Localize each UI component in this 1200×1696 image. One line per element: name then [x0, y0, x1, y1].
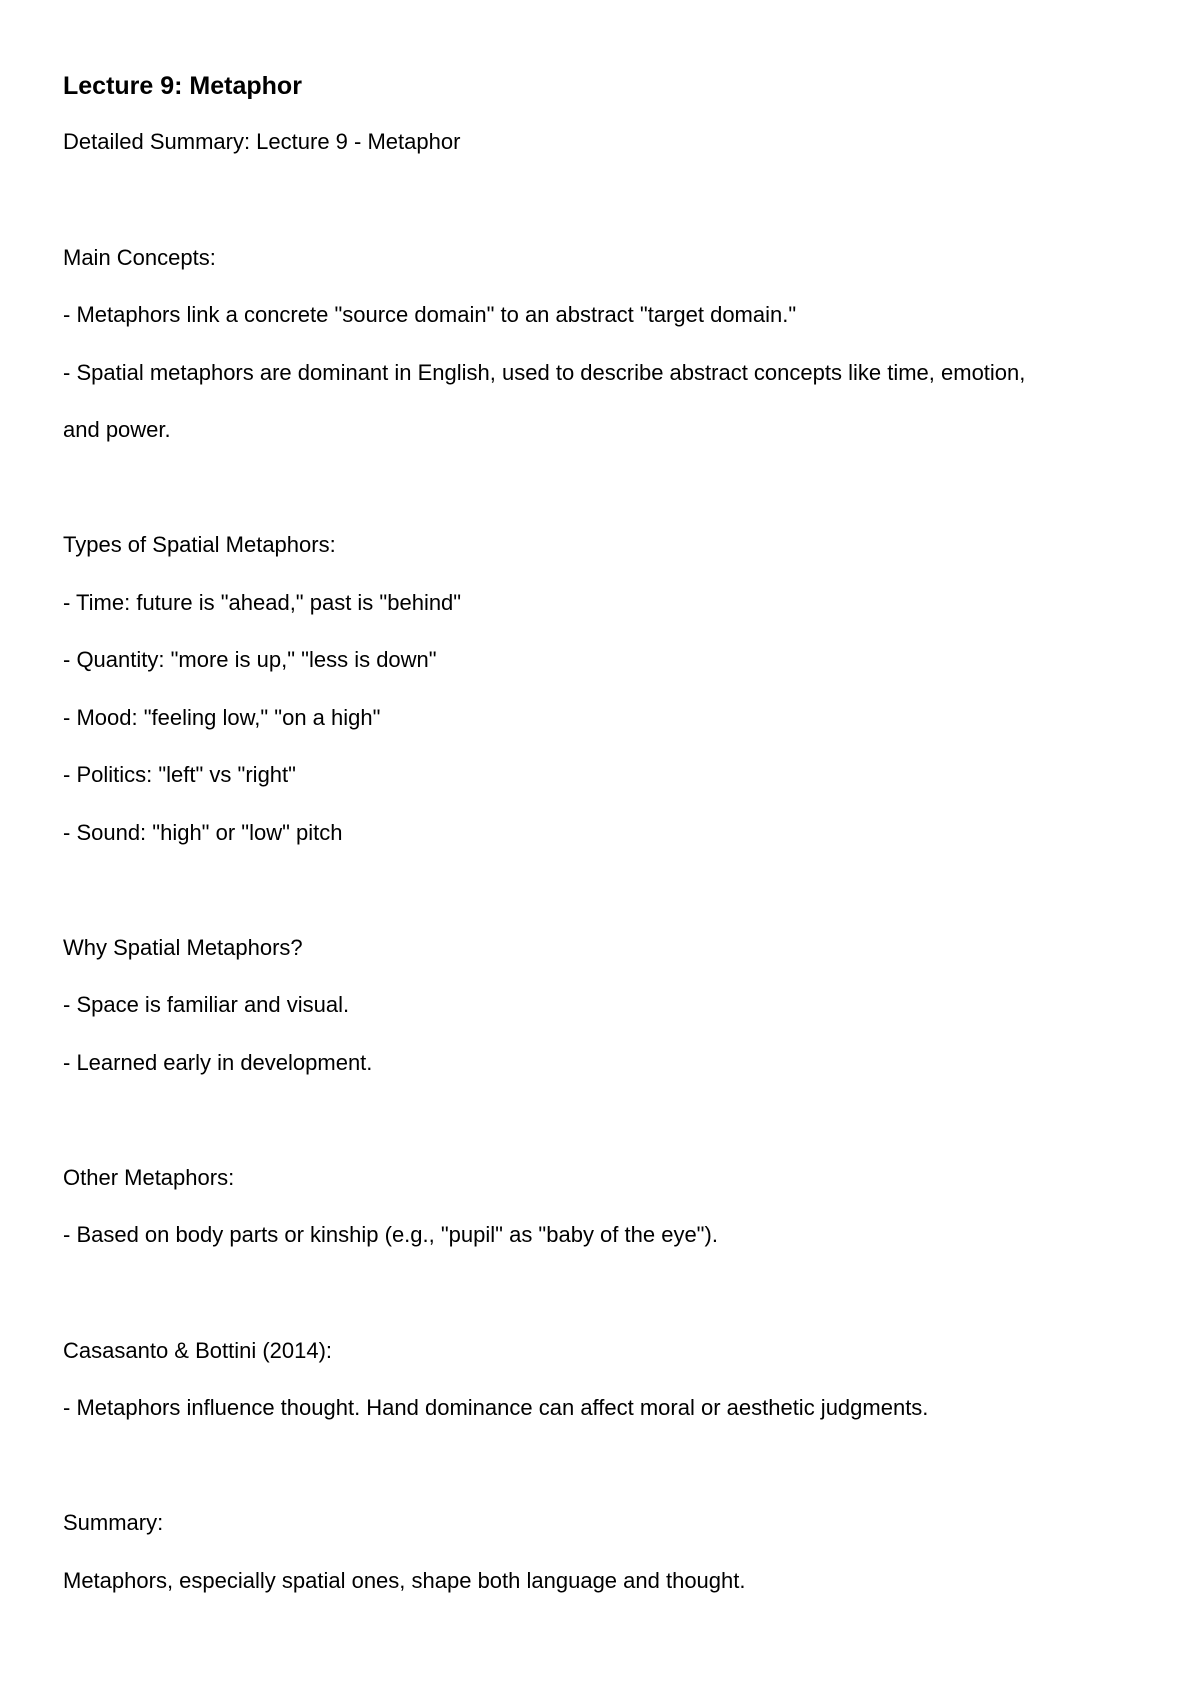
list-item: - Quantity: "more is up," "less is down" [63, 647, 437, 672]
list-item: - Space is familiar and visual. [63, 992, 350, 1017]
section-heading-casasanto: Casasanto & Bottini (2014): [63, 1338, 333, 1363]
list-item: - Learned early in development. [63, 1050, 373, 1075]
section-heading-other: Other Metaphors: [63, 1165, 235, 1190]
list-item: - Time: future is "ahead," past is "behind" [63, 590, 462, 615]
list-item: - Spatial metaphors are dominant in English, used to describe abstract concepts like time, emotion, [63, 360, 1026, 385]
list-item: - Metaphors link a concrete "source domain" to an abstract "target domain." [63, 302, 797, 327]
document-title: Lecture 9: Metaphor [63, 72, 302, 100]
list-item: - Mood: "feeling low," "on a high" [63, 705, 381, 730]
section-heading-main-concepts: Main Concepts: [63, 245, 216, 270]
summary-text: Metaphors, especially spatial ones, shape both language and thought. [63, 1568, 746, 1593]
list-item-continuation: and power. [63, 417, 171, 442]
list-item: - Politics: "left" vs "right" [63, 762, 296, 787]
section-heading-types: Types of Spatial Metaphors: [63, 532, 336, 557]
list-item: - Metaphors influence thought. Hand dominance can affect moral or aesthetic judgments. [63, 1395, 929, 1420]
section-heading-summary: Summary: [63, 1510, 164, 1535]
list-item: - Based on body parts or kinship (e.g., "pupil" as "baby of the eye"). [63, 1222, 718, 1247]
document-subtitle: Detailed Summary: Lecture 9 - Metaphor [63, 129, 461, 154]
list-item: - Sound: "high" or "low" pitch [63, 820, 343, 845]
section-heading-why: Why Spatial Metaphors? [63, 935, 303, 960]
